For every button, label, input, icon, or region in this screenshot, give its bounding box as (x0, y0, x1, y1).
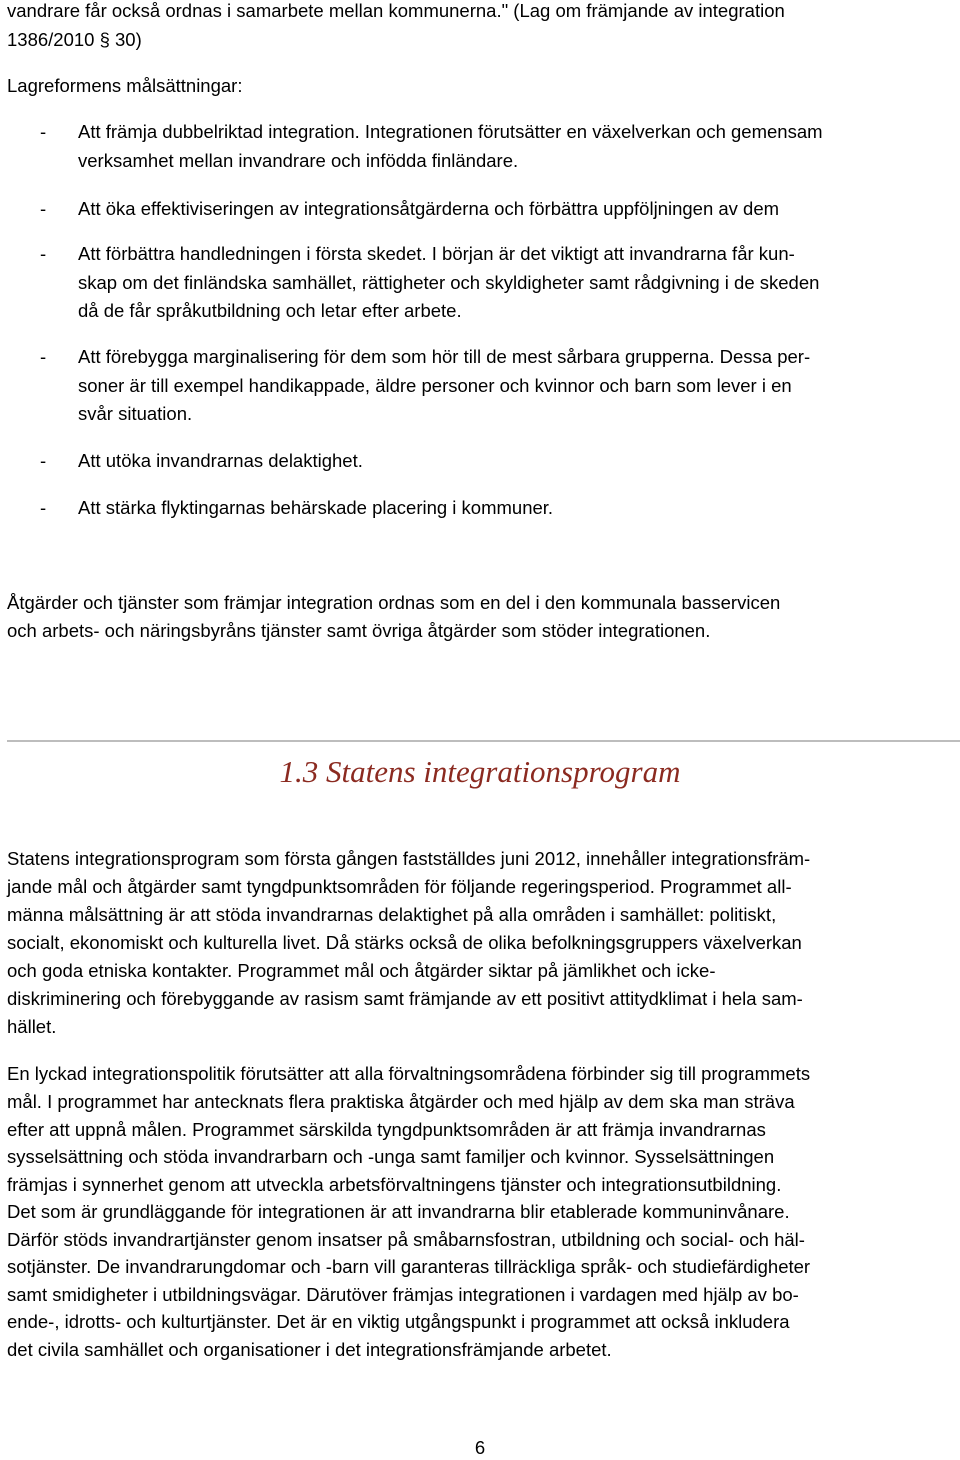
paragraph-line: Åtgärder och tjänster som främjar integration ordnas som en del i den kommunala basservicen (7, 592, 781, 613)
list-item-line: Att stärka flyktingarnas behärskade placering i kommuner. (78, 497, 554, 518)
paragraph-line: diskriminering och förebyggande av rasism samt främjande av ett positivt attitydklimat i hela sam- (7, 988, 803, 1009)
paragraph-line: Därför stöds invandrartjänster genom insatser på småbarnsfostran, utbildning och social- och häl- (7, 1229, 805, 1250)
paragraph-line: det civila samhället och organisationer i det integrationsfrämjande arbetet. (7, 1339, 612, 1360)
paragraph-line: efter att uppnå målen. Programmet särskilda tyngdpunktsområden är att främja invandrarnas (7, 1119, 766, 1140)
bullet-marker: - (40, 198, 47, 219)
paragraph-line: mål. I programmet har antecknats flera praktiska åtgärder och med hjälp av dem ska man sträva (7, 1091, 795, 1112)
bullet-marker: - (40, 497, 47, 518)
paragraph-line: sotjänster. De invandrarungdomar och -barn vill garanteras tillräckliga språk- och studiefärdigheter (7, 1256, 811, 1277)
paragraph-line: jande mål och åtgärder samt tyngdpunktsområden för följande regeringsperiod. Programmet all- (7, 876, 792, 897)
quote-line: vandrare får också ordnas i samarbete mellan kommunerna." (Lag om främjande av integration (7, 0, 785, 21)
list-item-line: Att förebygga marginalisering för dem som hör till de mest sårbara grupperna. Dessa per- (78, 346, 811, 367)
list-item-line: Att förbättra handledningen i första skedet. I början är det viktigt att invandrarna får kun- (78, 243, 795, 264)
paragraph-line: Det som är grundläggande för integrationen är att invandrarna blir etablerade kommuninvånare. (7, 1201, 790, 1222)
bullet-marker: - (40, 346, 47, 367)
paragraph-line: och arbets- och näringsbyråns tjänster samt övriga åtgärder som stöder integrationen. (7, 620, 711, 641)
list-item-line: Att främja dubbelriktad integration. Integrationen förutsätter en växelverkan och gemensam (78, 121, 823, 142)
paragraph-line: socialt, ekonomiskt och kulturella livet. Då stärks också de olika befolkningsgruppers växelverkan (7, 932, 802, 953)
paragraph-line: samt smidigheter i utbildningsvägar. Därutöver främjas integrationen i vardagen med hjälp av bo- (7, 1284, 799, 1305)
list-item-line: Att utöka invandrarnas delaktighet. (78, 450, 363, 471)
paragraph-line: och goda etniska kontakter. Programmet mål och åtgärder siktar på jämlikhet och icke- (7, 960, 716, 981)
paragraph-line: sysselsättning och stöda invandrarbarn och -unga samt familjer och kvinnor. Sysselsättningen (7, 1146, 775, 1167)
bullet-marker: - (40, 121, 47, 142)
paragraph-line: hället. (7, 1016, 57, 1037)
bullet-marker: - (40, 450, 47, 471)
paragraph-line: främjas i synnerhet genom att utveckla arbetsförvaltningens tjänster och integrationsutbildning. (7, 1174, 782, 1195)
section-divider (7, 740, 960, 742)
list-item-line: skap om det finländska samhället, rättigheter och skyldigheter samt rådgivning i de skeden (78, 272, 820, 293)
paragraph-line: Statens integrationsprogram som första gången fastställdes juni 2012, innehåller integrationsfräm- (7, 848, 811, 869)
list-item-line: verksamhet mellan invandrare och infödda finländare. (78, 150, 519, 171)
paragraph-line: ende-, idrotts- och kulturtjänster. Det är en viktig utgångspunkt i programmet att också inkludera (7, 1311, 790, 1332)
bullet-marker: - (40, 243, 47, 264)
quote-line: 1386/2010 § 30) (7, 29, 142, 50)
list-item-line: då de får språkutbildning och letar efter arbete. (78, 300, 462, 321)
list-item-line: Att öka effektiviseringen av integrationsåtgärderna och förbättra uppföljningen av dem (78, 198, 780, 219)
page-number: 6 (474, 1437, 486, 1458)
paragraph-line: männa målsättning är att stöda invandrarnas delaktighet på alla områden i samhället: politiskt, (7, 904, 777, 925)
section-heading: 1.3 Statens integrationsprogram (279, 754, 681, 789)
list-item-line: soner är till exempel handikappade, äldre personer och kvinnor och barn som lever i en (78, 375, 792, 396)
paragraph-line: En lyckad integrationspolitik förutsätter att alla förvaltningsområdena förbinder sig till programmets (7, 1063, 811, 1084)
goals-heading: Lagreformens målsättningar: (7, 75, 243, 96)
list-item-line: svår situation. (78, 403, 193, 424)
